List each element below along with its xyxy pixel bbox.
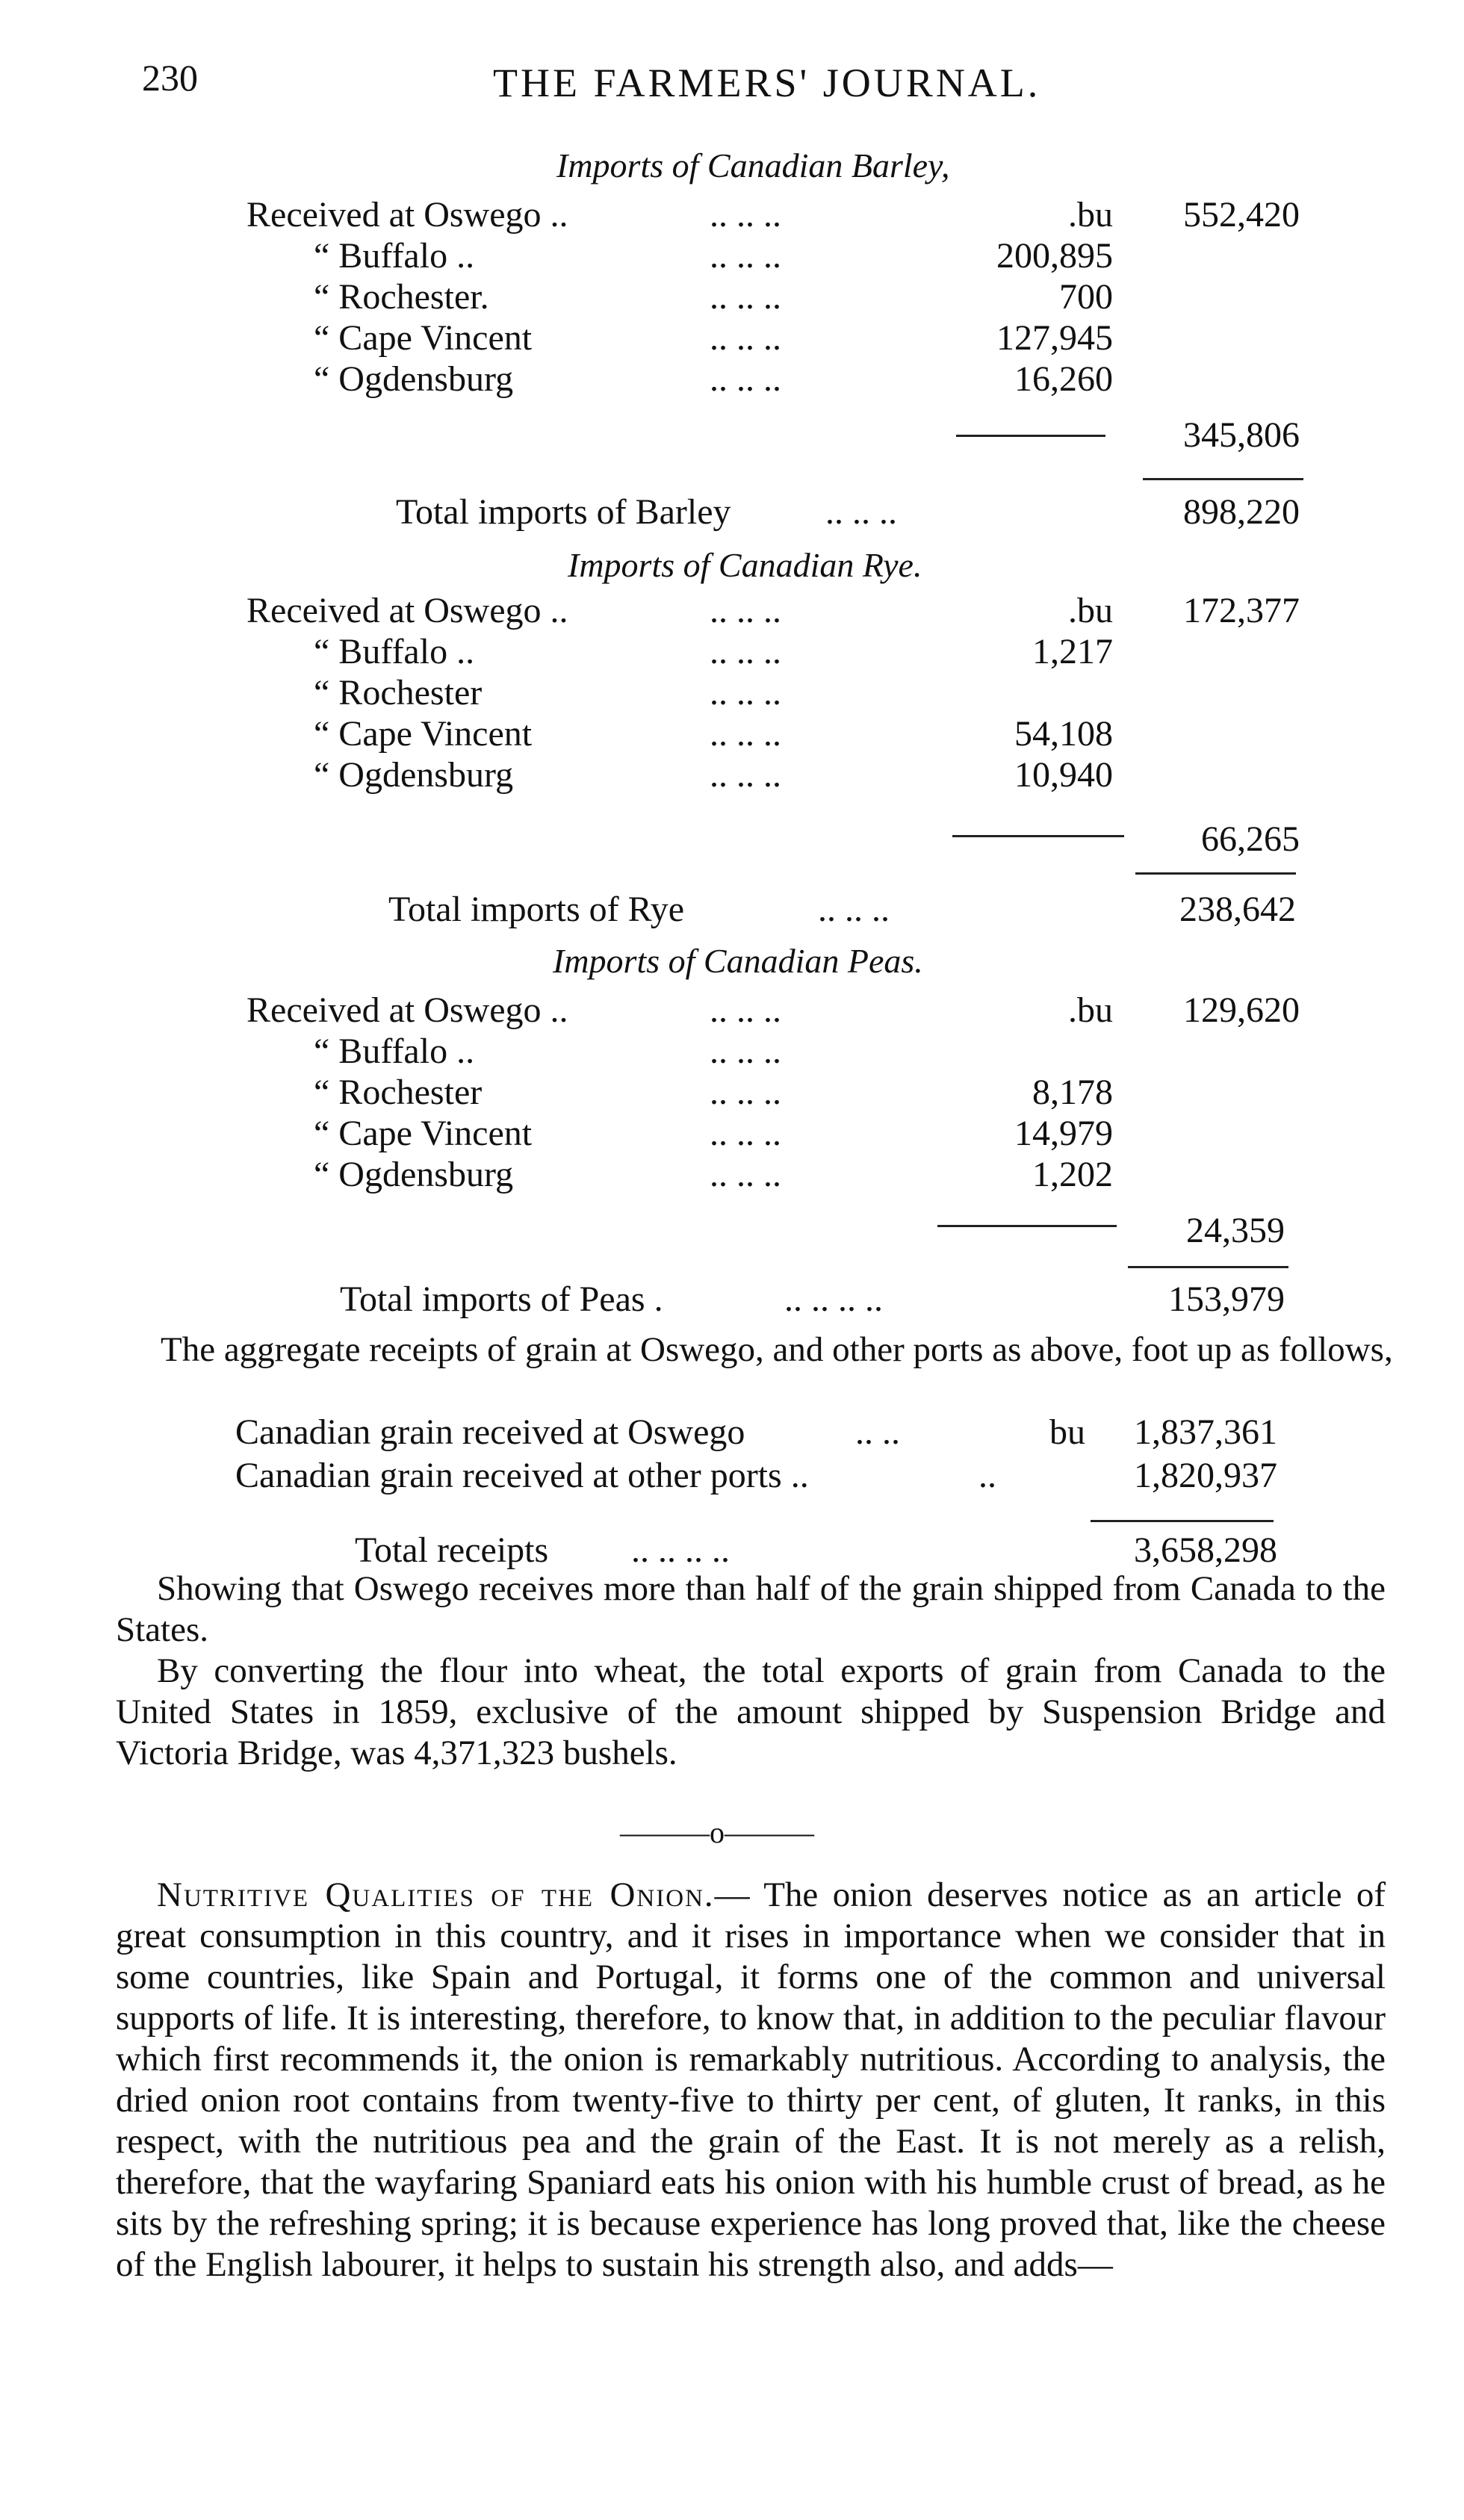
onion-body: — The onion deserves notice as an article of great consumption in this country, and it rises in importance when we consider that in some countries, like Spain and Portugal, it forms one of the common and universal supports of life. It is interesting, therefore, to know that, in addition to the peculiar flavour which first recommends it, the onion is remarkably nutritious. According to analysis, the dried onion root contains from twenty-five to thirty per cent, of gluten, It ranks, in this respect, with the nutritious pea and the grain of the East. It is not merely as a relish, therefore, that the wayfaring Spaniard eats his onion with his humble crust of bread, as he sits by the refreshing spring; it is because experience has long proved that, like the cheese of the English labourer, it helps to sustain his strength also, and adds— (116, 1875, 1386, 2284)
peas-row (0, 1031, 1464, 1073)
rye-total-dots: .. .. .. (818, 890, 890, 929)
barley-leader-dots: .. .. .. (710, 277, 781, 317)
peas-total-rule (1128, 1266, 1288, 1268)
peas-subtotal: 24,359 (1186, 1211, 1285, 1250)
aggregate-row-oswego (0, 1412, 1464, 1453)
rye-port-value: 1,217 (1032, 632, 1113, 671)
barley-leader-dots: .. .. .. (710, 195, 781, 235)
rye-leader-dots: .. .. .. (710, 755, 781, 795)
peas-port-label: “ Buffalo .. (314, 1031, 475, 1071)
rye-row (0, 590, 1464, 632)
peas-leader-dots: .. .. .. (710, 1073, 781, 1112)
rye-leader-dots: .. .. .. (710, 591, 781, 630)
aggregate-unit: bu (1049, 1412, 1085, 1452)
barley-port-label: “ Rochester. (314, 277, 489, 317)
peas-leader-dots: .. .. .. (710, 1031, 781, 1071)
peas-port-value: 8,178 (1032, 1073, 1113, 1112)
rye-row (0, 631, 1464, 673)
rye-port-label: Received at Oswego .. (246, 591, 568, 630)
peas-total-value: 129,620 (1183, 990, 1300, 1030)
rye-total-value: 172,377 (1183, 591, 1300, 630)
aggregate-total-value: 3,658,298 (1134, 1530, 1277, 1570)
page-number: 230 (142, 57, 198, 99)
barley-row (0, 359, 1464, 400)
section-divider: ———o——— (620, 1816, 814, 1849)
rye-row (0, 754, 1464, 796)
aggregate-row-other (0, 1455, 1464, 1497)
rye-port-label: “ Ogdensburg (314, 755, 514, 795)
peas-row (0, 1154, 1464, 1196)
rye-table-title: Imports of Canadian Rye. (568, 546, 922, 584)
barley-total-dots: .. .. .. (825, 492, 897, 532)
peas-port-value: 1,202 (1032, 1155, 1113, 1194)
aggregate-other-value: 1,820,937 (1134, 1456, 1277, 1495)
aggregate-other-dots: .. (978, 1456, 996, 1495)
barley-row (0, 194, 1464, 236)
rye-total-label: Total imports of Rye (388, 890, 684, 929)
peas-leader-dots: .. .. .. (710, 1114, 781, 1153)
aggregate-total-rule (1091, 1520, 1274, 1522)
barley-total-value: 552,420 (1183, 195, 1300, 235)
barley-leader-dots: .. .. .. (710, 318, 781, 358)
peas-row (0, 990, 1464, 1031)
aggregate-total-row (0, 1530, 1464, 1571)
rye-subtotal-row (0, 819, 1464, 860)
barley-row (0, 235, 1464, 277)
rye-port-label: “ Cape Vincent (314, 714, 533, 754)
barley-total-rule (1143, 478, 1303, 480)
peas-port-value: 14,979 (1014, 1114, 1113, 1153)
aggregate-oswego-label: Canadian grain received at Oswego (235, 1412, 745, 1452)
rye-total: 238,642 (1179, 890, 1296, 929)
rye-leader-dots: .. .. .. (710, 632, 781, 671)
rye-port-label: “ Rochester (314, 673, 483, 713)
rye-total-row (0, 889, 1464, 931)
aggregate-oswego-value: 1,837,361 (1134, 1412, 1277, 1452)
rye-row (0, 713, 1464, 755)
aggregate-other-label: Canadian grain received at other ports .. (235, 1456, 809, 1495)
barley-total-row (0, 491, 1464, 533)
barley-port-label: Received at Oswego .. (246, 195, 568, 235)
peas-total-label: Total imports of Peas . (340, 1279, 663, 1319)
peas-port-label: Received at Oswego .. (246, 990, 568, 1030)
barley-port-value: 700 (1059, 277, 1113, 317)
barley-port-value: 127,945 (996, 318, 1113, 358)
peas-port-label: “ Cape Vincent (314, 1114, 533, 1153)
barley-subtotal-row (0, 415, 1464, 456)
barley-leader-dots: .. .. .. (710, 236, 781, 276)
journal-title: THE FARMERS' JOURNAL. (493, 60, 1041, 105)
barley-total-label: Total imports of Barley (396, 492, 731, 532)
aggregate-oswego-dots: .. .. (855, 1412, 900, 1452)
rye-port-value: .bu (1068, 591, 1113, 630)
showing-paragraph: Showing that Oswego receives more than half of the grain shipped from Canada to the States. (116, 1569, 1386, 1649)
rye-port-label: “ Buffalo .. (314, 632, 475, 671)
barley-row (0, 276, 1464, 318)
peas-port-label: “ Rochester (314, 1073, 483, 1112)
aggregate-total-label: Total receipts (355, 1530, 549, 1570)
aggregate-total-dots: .. .. .. .. (631, 1530, 730, 1570)
barley-port-value: .bu (1068, 195, 1113, 235)
aggregate-intro: The aggregate receipts of grain at Oswego, and other ports as above, foot up as follows, (161, 1330, 1393, 1369)
onion-article (116, 1875, 1386, 2285)
rye-leader-dots: .. .. .. (710, 673, 781, 713)
barley-port-label: “ Buffalo .. (314, 236, 475, 276)
barley-total: 898,220 (1183, 492, 1300, 532)
barley-row (0, 317, 1464, 359)
peas-table-title: Imports of Canadian Peas. (553, 942, 923, 980)
onion-heading: Nutritive Qualities of the Onion. (157, 1875, 715, 1914)
rye-row (0, 672, 1464, 714)
barley-port-value: 16,260 (1014, 359, 1113, 399)
peas-leader-dots: .. .. .. (710, 1155, 781, 1194)
rye-port-value: 10,940 (1014, 755, 1113, 795)
peas-subtotal-row (0, 1210, 1464, 1252)
peas-total: 153,979 (1168, 1279, 1285, 1319)
peas-leader-dots: .. .. .. (710, 990, 781, 1030)
barley-leader-dots: .. .. .. (710, 359, 781, 399)
barley-subtotal: 345,806 (1183, 415, 1300, 455)
peas-total-dots: .. .. .. .. (784, 1279, 883, 1319)
peas-port-label: “ Ogdensburg (314, 1155, 514, 1194)
rye-subtotal: 66,265 (1201, 819, 1300, 859)
rye-leader-dots: .. .. .. (710, 714, 781, 754)
converting-paragraph: By converting the flour into wheat, the total exports of grain from Canada to the United States in 1859, exclusive of the amount shipped by Suspension Bridge and Victoria Bridge, was 4,371,323 bushels. (116, 1651, 1386, 1772)
rye-total-rule (1135, 872, 1296, 875)
peas-port-value: .bu (1068, 990, 1113, 1030)
peas-row (0, 1113, 1464, 1155)
barley-port-label: “ Ogdensburg (314, 359, 514, 399)
barley-table-title: Imports of Canadian Barley, (556, 146, 950, 184)
peas-row (0, 1072, 1464, 1114)
rye-port-value: 54,108 (1014, 714, 1113, 754)
peas-total-row (0, 1279, 1464, 1320)
barley-port-label: “ Cape Vincent (314, 318, 533, 358)
barley-port-value: 200,895 (996, 236, 1113, 276)
